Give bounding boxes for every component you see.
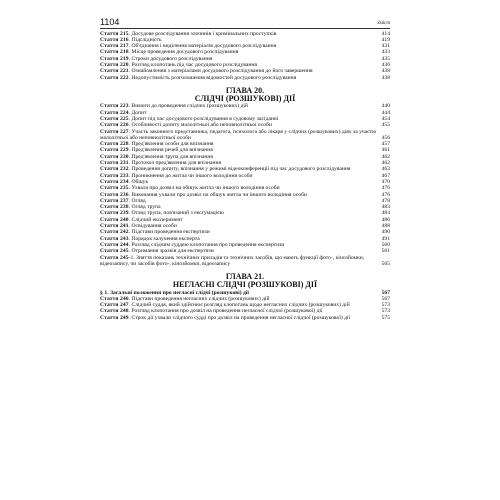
article-title: . Розгляд клопотання про дозвіл на проведення негласної слідчої (розшукової) дії bbox=[128, 308, 323, 315]
toc-page-number: 462 bbox=[381, 160, 390, 167]
article-label: Стаття 230 bbox=[100, 153, 129, 160]
article-label: Стаття 223 bbox=[100, 103, 129, 110]
article-label: Стаття 246 bbox=[100, 295, 129, 302]
toc-page-number: 462 bbox=[381, 153, 390, 160]
article-label: Стаття 216 bbox=[100, 36, 129, 43]
toc-entry-title bbox=[100, 255, 378, 268]
article-title: . Отримання зразків для експертизи bbox=[128, 248, 214, 255]
article-title: . Особливості допиту малолітньої або неповнолітньої особи bbox=[128, 122, 272, 129]
article-title: . Протокол пред'явлення для впізнання bbox=[128, 160, 222, 167]
article-title: . Пред'явлення трупа для впізнання bbox=[128, 153, 213, 160]
article-label: Стаття 234 bbox=[100, 178, 129, 185]
toc-page-number: 461 bbox=[381, 147, 390, 154]
toc-page-number: 467 bbox=[381, 172, 390, 179]
article-title: . Підстави проведення негласних слідчих (розшукових) дій bbox=[128, 295, 270, 302]
toc-page-number: 567 bbox=[381, 295, 390, 302]
article-label: Стаття 221 bbox=[100, 68, 129, 75]
toc-page-number: 488 bbox=[381, 223, 390, 230]
toc-entry[interactable] bbox=[100, 129, 390, 142]
article-label: Стаття 220 bbox=[100, 61, 129, 68]
toc-page-number: 565 bbox=[381, 260, 390, 267]
article-label: Стаття 218 bbox=[100, 49, 129, 56]
toc-entry-title bbox=[100, 129, 378, 142]
article-label: Стаття 245 bbox=[100, 248, 129, 255]
article-label: Стаття 236 bbox=[100, 191, 129, 198]
running-head: Зміст bbox=[377, 21, 390, 26]
article-title: . Місце проведення досудового розслідування bbox=[128, 49, 239, 56]
article-label: Стаття 224 bbox=[100, 109, 129, 116]
toc-entry-title bbox=[100, 315, 378, 321]
toc-page-number: 567 bbox=[381, 289, 390, 296]
article-title: . Слідчий експеримент bbox=[128, 216, 183, 223]
toc-page-number: 419 bbox=[381, 36, 390, 43]
chapter-subtitle: СЛІДЧІ (РОЗШУКОВІ) ДІЇ bbox=[194, 93, 296, 103]
toc-page-number: 444 bbox=[381, 109, 390, 116]
toc-page-number: 573 bbox=[381, 302, 390, 309]
article-title: . Строк дії ухвали слідчого судді про дозвіл на проведення негласної слідчої (розшукової) дії bbox=[128, 314, 351, 321]
toc-page-number: 483 bbox=[381, 204, 390, 211]
toc-entry[interactable] bbox=[100, 75, 390, 81]
article-label: Стаття 215 bbox=[100, 30, 129, 37]
toc-page-number: 561 bbox=[381, 248, 390, 255]
article-label: Стаття 222 bbox=[100, 74, 129, 81]
article-label: Стаття 232 bbox=[100, 166, 129, 173]
article-title: . Обшук bbox=[128, 178, 149, 185]
article-label: Стаття 244 bbox=[100, 241, 129, 248]
article-title: . Підслідність bbox=[128, 36, 162, 43]
article-title: . Огляд трупа, пов'язаний з ексгумацією bbox=[128, 210, 224, 217]
article-title: . Ухвала про дозвіл на обшук житла чи іншого володіння особи bbox=[128, 185, 280, 192]
toc-page-number: 431 bbox=[381, 43, 390, 50]
article-title: . Підстави проведення експертизи bbox=[128, 229, 210, 236]
article-title: . Ознайомлення з матеріалами досудового розслідування до його завершення bbox=[128, 68, 313, 75]
toc-page-number: 575 bbox=[381, 314, 390, 321]
article-title: . Досудове розслідування злочинів і кримінальних проступків bbox=[128, 30, 277, 37]
toc-page-number: 436 bbox=[381, 61, 390, 68]
article-label: Стаття 219 bbox=[100, 55, 129, 62]
article-label: Стаття 226 bbox=[100, 122, 129, 129]
article-label: Стаття 249 bbox=[100, 314, 129, 321]
article-title: . Строки досудового розслідування bbox=[128, 55, 213, 62]
toc-page-number: 438 bbox=[381, 68, 390, 75]
toc-page-number: 476 bbox=[381, 185, 390, 192]
article-label: Стаття 242 bbox=[100, 229, 129, 236]
article-title: . Пред'явлення особи для впізнання bbox=[128, 141, 214, 148]
article-title: . Огляд bbox=[128, 197, 146, 204]
article-label: Стаття 227 bbox=[100, 128, 129, 135]
article-title: -1. Зняття показань технічних приладів та технічних засобів, що мають функції фото-, кінозйомки, відеозапису, чи засобів фото-, кінозйомки, відеозапису bbox=[100, 254, 365, 267]
toc-page-number: 560 bbox=[381, 241, 390, 248]
toc-page-number: 456 bbox=[381, 134, 390, 141]
article-label: Стаття 228 bbox=[100, 141, 129, 148]
article-title: . Допит під час досудового розслідування в судовому засіданні bbox=[128, 115, 279, 122]
chapter-subtitle: НЕГЛАСНІ СЛІДЧІ (РОЗШУКОВІ) ДІЇ bbox=[172, 280, 318, 290]
article-label: Стаття 237 bbox=[100, 197, 129, 204]
toc-page-number: 490 bbox=[381, 229, 390, 236]
toc-entry-title bbox=[100, 75, 378, 81]
toc-page-number: 484 bbox=[381, 210, 390, 217]
article-title: . Допит bbox=[128, 109, 147, 116]
article-title: . Пред'явлення речей для впізнання bbox=[128, 147, 213, 154]
article-label: Стаття 248 bbox=[100, 308, 129, 315]
article-label: Стаття 231 bbox=[100, 160, 129, 167]
article-label: Стаття 241 bbox=[100, 223, 129, 230]
toc-page-number: 478 bbox=[381, 197, 390, 204]
toc-page-number: 486 bbox=[381, 216, 390, 223]
page-header bbox=[100, 18, 390, 29]
article-title: . Проникнення до житла чи іншого володіння особи bbox=[128, 172, 253, 179]
toc-page-number: 455 bbox=[381, 122, 390, 129]
article-title: . Слідчий суддя, який здійснює розгляд клопотань щодо негласних слідчих (розшукових) дій bbox=[128, 302, 350, 309]
article-title: . Вимоги до проведення слідчих (розшукових) дій bbox=[128, 103, 248, 110]
article-label: Стаття 240 bbox=[100, 216, 129, 223]
toc-entry[interactable] bbox=[100, 255, 390, 268]
article-title: . Розгляд слідчим суддею клопотання про проведення експертизи bbox=[128, 241, 285, 248]
toc-page-number: 435 bbox=[381, 55, 390, 62]
chapter-title: ГЛАВА 21. bbox=[225, 272, 265, 282]
article-title: . Проведення допиту, впізнання у режимі відеоконференції під час досудового розслідування bbox=[128, 166, 351, 173]
article-label: Стаття 243 bbox=[100, 235, 129, 242]
document-page bbox=[100, 18, 390, 488]
page-number: 1104 bbox=[100, 17, 120, 27]
article-title: . Участь законного представника, педагога, психолога або лікаря у слідчих (розшукових) діях за участю малолітньої або неповнолітньої особи bbox=[100, 128, 377, 141]
article-label: Стаття 217 bbox=[100, 43, 129, 50]
article-label: Стаття 239 bbox=[100, 210, 129, 217]
article-title: . Об'єднання і виділення матеріалів досудового розслідування bbox=[128, 43, 277, 50]
toc-page-number: 573 bbox=[381, 308, 390, 315]
article-title: . Недопустимість розголошення відомостей досудового розслідування bbox=[128, 74, 297, 81]
chapter-title: ГЛАВА 20. bbox=[225, 85, 265, 95]
article-title: . Розгляд клопотань під час досудового розслідування bbox=[128, 61, 257, 68]
toc-page-number: 476 bbox=[381, 191, 390, 198]
toc-page-number: 438 bbox=[381, 74, 390, 81]
article-label: § 1 bbox=[100, 289, 108, 296]
toc-page-number: 440 bbox=[381, 103, 390, 110]
toc-page-number: 457 bbox=[381, 141, 390, 148]
table-of-contents bbox=[100, 31, 390, 322]
toc-page-number: 470 bbox=[381, 178, 390, 185]
toc-page-number: 414 bbox=[381, 30, 390, 37]
article-title: . Освідування особи bbox=[128, 223, 177, 230]
toc-page-number: 454 bbox=[381, 115, 390, 122]
article-label: Стаття 225 bbox=[100, 115, 129, 122]
toc-page-number: 491 bbox=[381, 235, 390, 242]
toc-entry[interactable] bbox=[100, 315, 390, 321]
article-title: . Виконання ухвали про дозвіл на обшук житла чи іншого володіння особи bbox=[128, 191, 307, 198]
article-label: Стаття 247 bbox=[100, 302, 129, 309]
toc-page-number: 433 bbox=[381, 49, 390, 56]
article-label: Стаття 233 bbox=[100, 172, 129, 179]
article-title: . Порядок залучення експерта bbox=[128, 235, 200, 242]
article-title: . Загальні положення про негласні слідчі (розшукові) дії bbox=[107, 289, 249, 296]
article-label: Стаття 235 bbox=[100, 185, 129, 192]
article-label: Стаття 245 bbox=[100, 254, 129, 261]
toc-page-number: 463 bbox=[381, 166, 390, 173]
article-label: Стаття 229 bbox=[100, 147, 129, 154]
article-label: Стаття 238 bbox=[100, 204, 129, 211]
article-title: . Огляд трупа bbox=[128, 204, 161, 211]
